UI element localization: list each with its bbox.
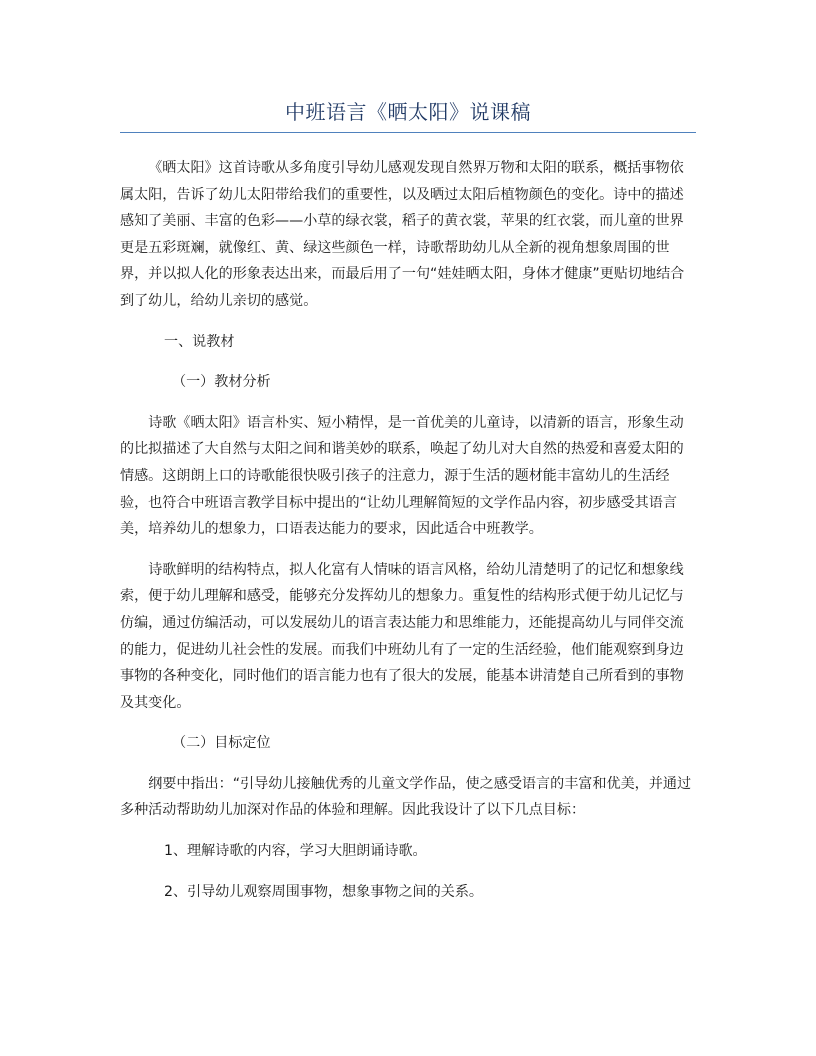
goal-item-2: 2、引导幼儿观察周围事物，想象事物之间的关系。 (164, 883, 484, 900)
title-underline (120, 132, 696, 133)
intro-paragraph: 《晒太阳》这首诗歌从多角度引导幼儿感观发现自然界万物和太阳的联系，概括事物依属太阳，告诉了幼儿太阳带给我们的重要性，以及晒过太阳后植物颜色的变化。诗中的描述感知了美丽、丰富的色彩——小草的绿衣裳，稻子的黄衣裳，苹果的红衣裳，而儿童的世界更是五彩斑斓，就像红、黄、绿这些颜色一样，诗歌帮助幼儿从全新的视角想象周围的世界，并以拟人化的形象表达出来，而最后用了一句“娃娃晒太阳，身体才健康”更贴切地结合到了幼儿，给幼儿亲切的感觉。 (120, 160, 685, 309)
analysis-paragraph-1: 诗歌《晒太阳》语言朴实、短小精悍，是一首优美的儿童诗，以清新的语言，形象生动的比拟描述了大自然与太阳之间和谐美妙的联系，唤起了幼儿对大自然的热爱和喜爱太阳的情感。这朗朗上口的诗歌能很快吸引孩子的注意力，源于生活的题材能丰富幼儿的生活经验，也符合中班语言教学目标中提出的“让幼儿理解简短的文学作品内容，初步感受其语言美，培养幼儿的想象力，口语表达能力的要求，因此适合中班教学。 (120, 414, 684, 538)
analysis-paragraph-2: 诗歌鲜明的结构特点，拟人化富有人情味的语言风格，给幼儿清楚明了的记忆和想象线索，便于幼儿理解和感受，能够充分发挥幼儿的想象力。重复性的结构形式便于幼儿记忆与仿编，通过仿编活动，可以发展幼儿的语言表达能力和思维能力，还能提高幼儿与同伴交流的能力，促进幼儿社会性的发展。而我们中班幼儿有了一定的生活经验，他们能观察到身边事物的各种变化，同时他们的语言能力也有了很大的发展，能基本讲清楚自己所看到的事物及其变化。 (120, 561, 684, 711)
goal-intro-paragraph: 纲要中指出：“引导幼儿接触优秀的儿童文学作品，使之感受语言的丰富和优美，并通过多种活动帮助幼儿加深对作品的体验和理解。因此我设计了以下几点目标： (120, 775, 692, 819)
page-title: 中班语言《晒太阳》说课稿 (285, 100, 531, 124)
document-body (120, 155, 696, 919)
subheading-goal-positioning: （二）目标定位 (172, 735, 271, 752)
goal-item-1: 1、理解诗歌的内容，学习大胆朗诵诗歌。 (164, 843, 427, 860)
section-heading-teaching-material: 一、说教材 (164, 333, 235, 350)
subheading-material-analysis: （一）教材分析 (172, 374, 271, 391)
